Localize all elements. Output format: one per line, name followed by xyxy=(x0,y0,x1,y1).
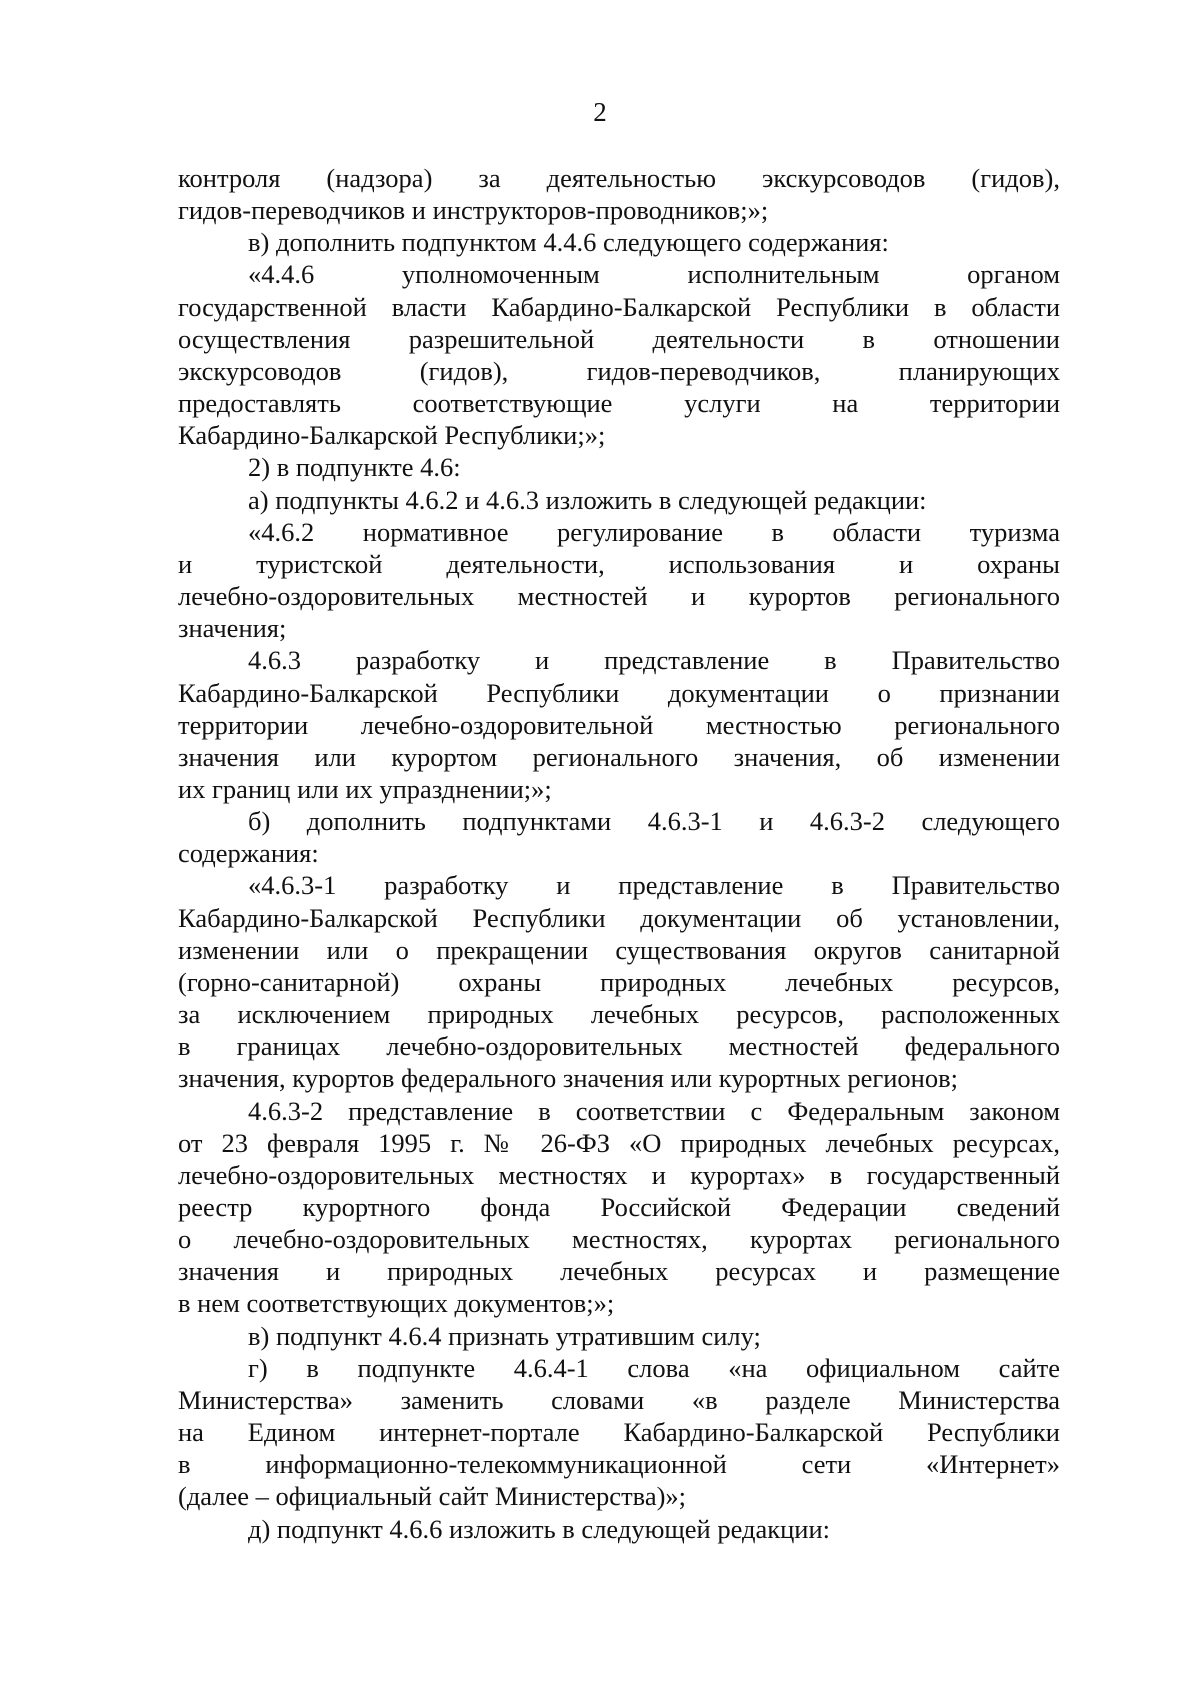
text-line: территории лечебно-оздоровительной местностью регионального xyxy=(178,709,1060,740)
text-line: Министерства» заменить словами «в разделе Министерства xyxy=(178,1384,1060,1415)
text-line: «4.6.2 нормативное регулирование в области туризма xyxy=(248,516,1060,547)
text-line: государственной власти Кабардино-Балкарской Республики в области xyxy=(178,291,1060,322)
text-line: 2) в подпункте 4.6: xyxy=(248,452,461,483)
document-body xyxy=(178,162,1060,1545)
text-line: а) подпункты 4.6.2 и 4.6.3 изложить в следующей редакции: xyxy=(248,484,927,515)
text-line: и туристской деятельности, использования и охраны xyxy=(178,548,1060,579)
page-number: 2 xyxy=(593,97,607,127)
text-line: Кабардино-Балкарской Республики документации об установлении, xyxy=(178,902,1060,933)
text-line: в границах лечебно-оздоровительных местностей федерального xyxy=(178,1031,1060,1062)
text-line: на Едином интернет-портале Кабардино-Балкарской Республики xyxy=(178,1417,1060,1448)
text-line: (горно-санитарной) охраны природных лечебных ресурсов, xyxy=(178,966,1060,997)
text-line: их границ или их упразднении;»; xyxy=(178,773,552,804)
text-line: значения; xyxy=(178,613,287,644)
text-line: в) подпункт 4.6.4 признать утратившим силу; xyxy=(248,1320,761,1351)
text-line: предоставлять соответствующие услуги на территории xyxy=(178,388,1060,419)
text-line: г) в подпункте 4.6.4-1 слова «на официальном сайте xyxy=(248,1352,1060,1383)
text-line: значения, курортов федерального значения или курортных регионов; xyxy=(178,1063,958,1094)
text-line: контроля (надзора) за деятельностью экскурсоводов (гидов), xyxy=(178,163,1060,193)
text-line: Кабардино-Балкарской Республики документации о признании xyxy=(178,677,1060,708)
text-line: 4.6.3 разработку и представление в Правительство xyxy=(248,645,1060,676)
text-line: 4.6.3-2 представление в соответствии с Федеральным законом xyxy=(248,1095,1060,1126)
text-line: содержания: xyxy=(178,838,319,869)
text-line: в нем соответствующих документов;»; xyxy=(178,1288,615,1319)
text-line: значения или курортом регионального значения, об изменении xyxy=(178,741,1060,772)
text-line: о лечебно-оздоровительных местностях, курортах регионального xyxy=(178,1224,1060,1255)
text-line: (далее – официальный сайт Министерства)»; xyxy=(178,1481,687,1512)
text-line: за исключением природных лечебных ресурсов, расположенных xyxy=(178,999,1060,1030)
text-line: изменении или о прекращении существования округов санитарной xyxy=(178,934,1060,965)
text-line: в) дополнить подпунктом 4.4.6 следующего содержания: xyxy=(248,227,889,258)
text-line: в информационно-телекоммуникационной сети «Интернет» xyxy=(178,1449,1060,1480)
text-line: экскурсоводов (гидов), гидов-переводчиков, планирующих xyxy=(178,355,1060,386)
text-line: «4.6.3-1 разработку и представление в Правительство xyxy=(248,870,1060,901)
text-line: значения и природных лечебных ресурсах и размещение xyxy=(178,1256,1060,1287)
text-line: «4.4.6 уполномоченным исполнительным органом xyxy=(248,259,1060,290)
text-line: реестр курортного фонда Российской Федерации сведений xyxy=(178,1192,1060,1222)
text-line: гидов-переводчиков и инструкторов-проводников;»; xyxy=(178,195,769,226)
text-line: лечебно-оздоровительных местностей и курортов регионального xyxy=(178,581,1060,612)
text-line: Кабардино-Балкарской Республики;»; xyxy=(178,420,606,451)
text-line: от 23 февраля 1995 г. № 26-ФЗ «О природных лечебных ресурсах, xyxy=(178,1127,1060,1158)
text-line: осуществления разрешительной деятельности в отношении xyxy=(178,323,1060,354)
text-line: б) дополнить подпунктами 4.6.3-1 и 4.6.3-2 следующего xyxy=(248,806,1060,837)
text-line: д) подпункт 4.6.6 изложить в следующей редакции: xyxy=(248,1513,831,1544)
text-line: лечебно-оздоровительных местностях и курортах» в государственный xyxy=(178,1159,1060,1190)
